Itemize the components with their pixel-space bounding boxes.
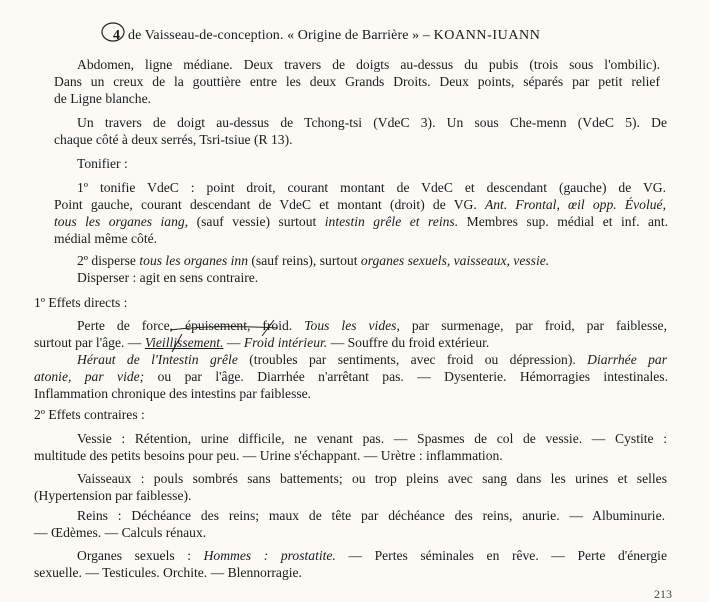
tonify-heading: Tonifier : xyxy=(77,156,128,171)
sexual-italic: Hommes : prostatite. xyxy=(203,548,336,563)
kidneys-line-2: — Œdèmes. — Calculs rénaux. xyxy=(34,525,207,540)
direct-line-5: Inflammation chronique des intestins par faiblesse. xyxy=(34,386,312,401)
point-number: 4 xyxy=(113,28,120,43)
tonify-p1-line1: 1º tonifie VdeC : point droit, courant montant de VdeC et descendant (gauche) de VG. xyxy=(77,180,666,195)
direct-text: surtout par l'âge. — xyxy=(34,335,142,350)
tonify-italic: intestin grêle et reins. xyxy=(324,214,459,229)
bladder-line-2: multitude des petits besoins pour peu. — Urine s'échappant. — Urètre : inflammation. xyxy=(34,448,503,463)
tonify-p1-line3 xyxy=(54,214,668,230)
hand-drawn-underline-icon xyxy=(162,312,282,354)
tonify-italic: tous les organes iang, xyxy=(54,214,189,229)
direct-effects-heading: 1º Effets directs : xyxy=(34,295,128,310)
direct-italic: Tous les vides, xyxy=(304,318,400,333)
sexual-organs-line-2: sexuelle. — Testicules. Orchite. — Blennorragie. xyxy=(34,565,302,580)
location-line-2: Dans un creux de la gouttière entre les deux Grands Droits. Deux points, séparés par petit relief xyxy=(54,74,660,89)
tonify-text: (sauf vessie) surtout xyxy=(196,214,317,229)
tonify-p2 xyxy=(77,253,549,269)
kidneys-line-1: Reins : Déchéance des reins; maux de tête par déchéance des reins, anurie. — Albuminurie. xyxy=(77,508,665,523)
direct-italic: atonie, par vide; xyxy=(34,369,145,384)
sexual-organs-line-1 xyxy=(77,548,667,564)
direct-text: ou par l'âge. Diarrhée n'arrêtant pas. — Dysenterie. Hémorragies intestinales. xyxy=(157,369,668,384)
page-header xyxy=(128,28,540,44)
tonify-italic: tous les organes inn xyxy=(139,253,248,268)
page-number: 213 xyxy=(654,587,672,601)
direct-italic-underlined: Vieillissement. xyxy=(144,335,224,350)
tonify-text: Point gauche, courant descendant de VdeC et montant (droit) de VG. xyxy=(54,197,477,212)
location-line-3: de Ligne blanche. xyxy=(54,91,152,106)
direct-italic: Héraut de l'Intestin grêle xyxy=(77,352,238,367)
direct-text: Perte de force, épuisement, froid. xyxy=(77,318,293,333)
direct-line-3 xyxy=(77,352,667,368)
contrary-effects-heading: 2º Effets contraires : xyxy=(34,407,145,422)
disperse-line: Disperser : agit en sens contraire. xyxy=(77,270,259,285)
vessels-line-1: Vaisseaux : pouls sombrés sans battements; ou trop pleins avec sang dans les urines et selles xyxy=(77,471,667,486)
bladder-line-1: Vessie : Rétention, urine difficile, ne venant pas. — Spasmes de col de vessie. — Cystite : xyxy=(77,431,667,446)
direct-italic: Froid intérieur. xyxy=(243,335,328,350)
header-point-name: KOANN-IUANN xyxy=(433,28,541,43)
tonify-text: 2º disperse xyxy=(77,253,136,268)
sexual-text: — Pertes séminales en rêve. — Perte d'énergie xyxy=(348,548,667,563)
location-line-5: chaque côté à deux serrés, Tsri-tsiue (R 13). xyxy=(54,132,293,147)
header-title: de Vaisseau-de-conception. « Origine de Barrière » – xyxy=(128,28,430,43)
tonify-text: (sauf reins), surtout xyxy=(251,253,358,268)
tonify-p1-line4: médial même côté. xyxy=(54,231,158,246)
direct-italic: Diarrhée par xyxy=(587,352,667,367)
tonify-text: Membres sup. médial et inf. ant. xyxy=(466,214,668,229)
direct-text: — xyxy=(226,335,241,350)
tonify-italic: Ant. Frontal, œil opp. Évolué, xyxy=(484,197,666,212)
location-line-4: Un travers de doigt au-dessus de Tchong-tsi (VdeC 3). Un sous Che-menn (VdeC 5). De xyxy=(77,115,667,130)
direct-text: par surmenage, par froid, par faiblesse, xyxy=(411,318,667,333)
sexual-text: Organes sexuels : xyxy=(77,548,191,563)
tonify-italic: organes sexuels, vaisseaux, vessie. xyxy=(360,253,550,268)
direct-line-4 xyxy=(34,369,668,385)
direct-text: (troubles par sentiments, avec froid ou dépression). xyxy=(249,352,576,367)
tonify-p1-line2 xyxy=(54,197,666,213)
vessels-line-2: (Hypertension par faiblesse). xyxy=(34,488,192,503)
direct-text: — Souffre du froid extérieur. xyxy=(330,335,490,350)
location-line-1: Abdomen, ligne médiane. Deux travers de doigts au-dessus du pubis (trois sous l'ombilic). xyxy=(77,57,660,72)
